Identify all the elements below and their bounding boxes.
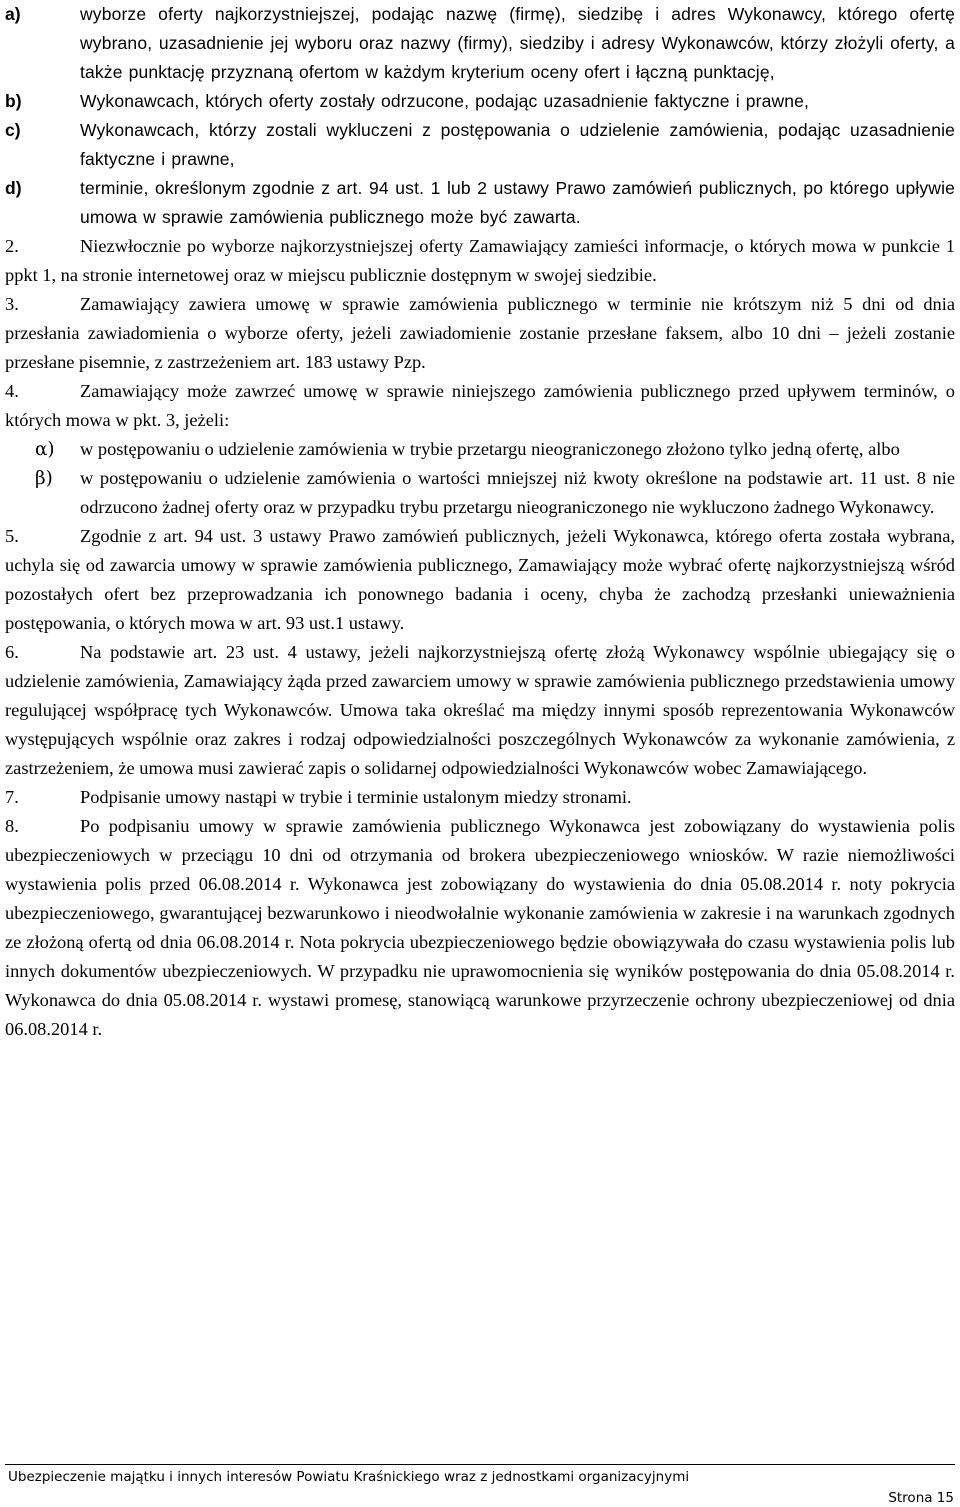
footer-divider — [5, 1464, 955, 1465]
sub-item-marker: d) — [5, 178, 22, 198]
sub-item-text: wyborze oferty najkorzystniejszej, podając nazwę (firmę), siedzibę i adres Wykonawcy, którego ofertę wybrano, uzasadnienie jej wyboru oraz nazwy (firmy), siedziby i adresy Wykonawców, którzy złożyli oferty, a także punktację przyznaną ofertom w każdym kryterium oceny ofert i łączną punktację, — [80, 4, 955, 82]
paragraph-number: 3. — [5, 294, 19, 314]
greek-item-marker: β) — [35, 468, 53, 489]
sub-item-marker: a) — [5, 4, 21, 24]
greek-item-marker: α) — [35, 439, 55, 460]
paragraph-text: Podpisanie umowy nastąpi w trybie i terminie ustalonym miedzy stronami. — [80, 787, 632, 807]
greek-item-alpha — [5, 435, 955, 464]
paragraph-2 — [5, 232, 955, 290]
paragraph-number: 8. — [5, 816, 19, 836]
paragraph-6 — [5, 638, 955, 783]
document-body — [5, 0, 955, 1044]
paragraph-number: 4. — [5, 381, 19, 401]
paragraph-3 — [5, 290, 955, 377]
greek-item-text: w postępowaniu o udzielenie zamówienia w trybie przetargu nieograniczonego złożono tylko jedną ofertę, albo — [80, 439, 900, 459]
greek-item-beta — [5, 464, 955, 522]
paragraph-5 — [5, 522, 955, 638]
greek-item-text: w postępowaniu o udzielenie zamówienia o wartości mniejszej niż kwoty określone na podstawie art. 11 ust. 8 nie odrzucono żadnej oferty oraz w przypadku trybu przetargu nieograniczonego nie wykluczono żadnego Wykonawcy. — [80, 468, 955, 517]
paragraph-text: Na podstawie art. 23 ust. 4 ustawy, jeżeli najkorzystniejszą ofertę złożą Wykonawcy wspólnie ubiegający się o udzielenie zamówienia, Zamawiający żąda przed zawarciem umowy w sprawie zamówienia publicznego przedstawienia umowy regulującej współpracę tych Wykonawców. Umowa taka określać ma między innymi sposób reprezentowania Wykonawców występujących wspólnie oraz zakres i rodzaj odpowiedzialności poszczególnych Wykonawców za wykonanie zamówienia, z zastrzeżeniem, że umowa musi zawierać zapis o solidarnej odpowiedzialności Wykonawców wobec Zamawiającego. — [5, 642, 955, 778]
paragraph-number: 7. — [5, 787, 19, 807]
sub-item-c — [5, 116, 955, 174]
paragraph-text: Zgodnie z art. 94 ust. 3 ustawy Prawo zamówień publicznych, jeżeli Wykonawca, którego oferta została wybrana, uchyla się od zawarcia umowy w sprawie zamówienia publicznego, Zamawiający może wybrać ofertę najkorzystniejszą wśród pozostałych ofert bez przeprowadzania ich ponownego badania i oceny, chyba że zachodzą przesłanki unieważnienia postępowania, o których mowa w art. 93 ust.1 ustawy. — [5, 526, 955, 633]
sub-item-text: Wykonawcach, których oferty zostały odrzucone, podając uzasadnienie faktyczne i prawne, — [80, 91, 810, 111]
paragraph-7 — [5, 783, 955, 812]
paragraph-number: 6. — [5, 642, 19, 662]
paragraph-number: 2. — [5, 236, 19, 256]
document-page — [5, 0, 955, 1044]
footer-title: Ubezpieczenie majątku i innych interesów Powiatu Kraśnickiego wraz z jednostkami organizacyjnymi — [8, 1469, 690, 1485]
paragraph-text: Niezwłocznie po wyborze najkorzystniejszej oferty Zamawiający zamieści informacje, o których mowa w punkcie 1 ppkt 1, na stronie internetowej oraz w miejscu publicznie dostępnym w swojej siedzibie. — [5, 236, 955, 285]
sub-item-a — [5, 0, 955, 87]
paragraph-text: Po podpisaniu umowy w sprawie zamówienia publicznego Wykonawca jest zobowiązany do wystawienia polis ubezpieczeniowych w przeciągu 10 dni od otrzymania od brokera ubezpieczeniowego wniosków. W razie niemożliwości wystawienia polis przed 06.08.2014 r. Wykonawca jest zobowiązany do wystawienia do dnia 05.08.2014 r. noty pokrycia ubezpieczeniowego, gwarantującej bezwarunkowo i nieodwołalnie wykonanie zamówienia w zakresie i na warunkach zgodnych ze złożoną ofertą od dnia 06.08.2014 r. Nota pokrycia ubezpieczeniowego będzie obowiązywała do czasu wystawienia polis lub innych dokumentów ubezpieczeniowych. W przypadku nie uprawomocnienia się wyników postępowania do dnia 05.08.2014 r. Wykonawca do dnia 05.08.2014 r. wystawi promesę, stanowiącą warunkowe przyrzeczenie ochrony ubezpieczeniowej od dnia 06.08.2014 r. — [5, 816, 955, 1039]
paragraph-4 — [5, 377, 955, 435]
sub-item-d — [5, 174, 955, 232]
paragraph-text: Zamawiający może zawrzeć umowę w sprawie niniejszego zamówienia publicznego przed upływem terminów, o których mowa w pkt. 3, jeżeli: — [5, 381, 955, 430]
paragraph-number: 5. — [5, 526, 19, 546]
sub-item-b — [5, 87, 955, 116]
sub-item-text: Wykonawcach, którzy zostali wykluczeni z postępowania o udzielenie zamówienia, podając uzasadnienie faktyczne i prawne, — [80, 120, 955, 169]
page-number: Strona 15 — [888, 1490, 954, 1506]
sub-item-text: terminie, określonym zgodnie z art. 94 ust. 1 lub 2 ustawy Prawo zamówień publicznych, po którego upływie umowa w sprawie zamówienia publicznego może być zawarta. — [80, 178, 955, 227]
paragraph-8 — [5, 812, 955, 1044]
paragraph-text: Zamawiający zawiera umowę w sprawie zamówienia publicznego w terminie nie krótszym niż 5 dni od dnia przesłania zawiadomienia o wyborze oferty, jeżeli zawiadomienie zostanie przesłane faksem, albo 10 dni – jeżeli zostanie przesłane pisemnie, z zastrzeżeniem art. 183 ustawy Pzp. — [5, 294, 955, 372]
sub-item-marker: c) — [5, 120, 21, 140]
sub-item-marker: b) — [5, 91, 22, 111]
